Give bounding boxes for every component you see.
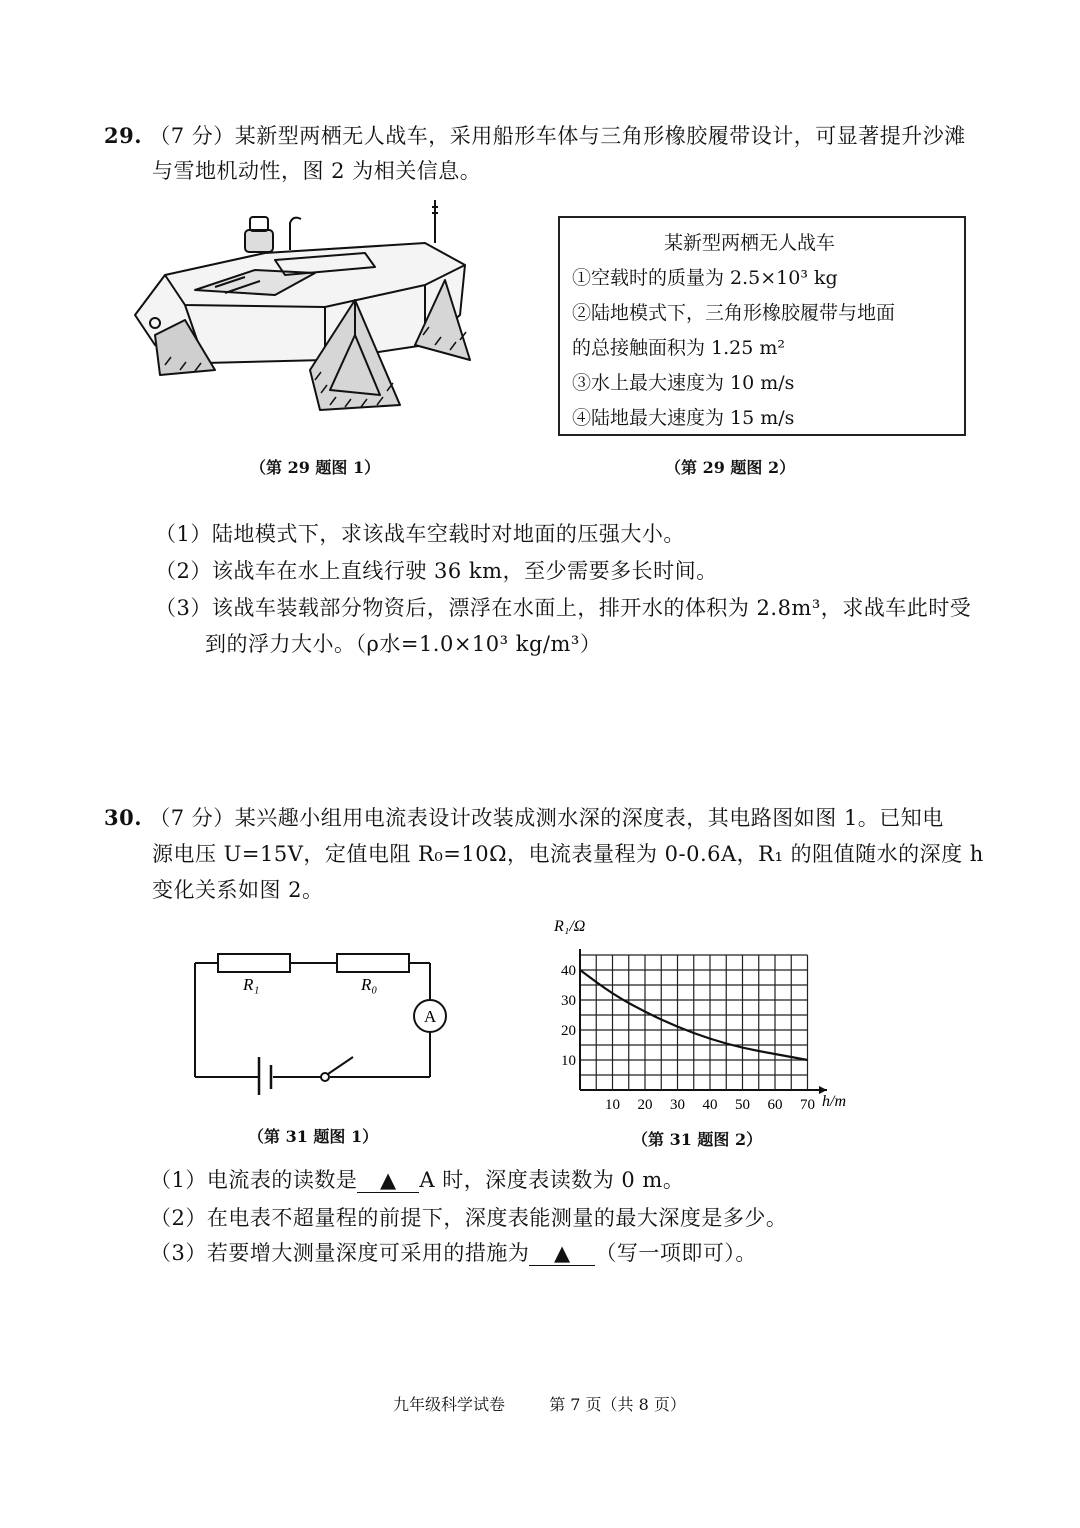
q29-number: 29. — [104, 123, 143, 148]
chart-axes — [580, 949, 827, 1094]
info-box-title: 某新型两栖无人战车 — [664, 232, 836, 254]
switch — [328, 1057, 353, 1074]
resistor-r0 — [337, 954, 409, 972]
q29-sub3-line1: （3）该战车装载部分物资后，漂浮在水面上，排开水的体积为 2.8m³，求战车此时受 — [155, 596, 972, 620]
chart-grid — [580, 955, 808, 1090]
q30-number: 30. — [104, 805, 143, 830]
amphibious-vehicle-illustration — [125, 195, 485, 430]
q30-sub1-post: A 时，深度表读数为 0 m。 — [419, 1168, 685, 1192]
chart-y-axis-label: R₁/Ω — [554, 918, 586, 935]
q30-sub3-post: （写一项即可）。 — [595, 1241, 757, 1265]
q30-fig1-caption: （第 31 题图 1） — [248, 1127, 379, 1146]
info-item: 的总接触面积为 1.25 m² — [572, 337, 786, 359]
answer-blank[interactable]: ▲ — [529, 1241, 595, 1266]
q30-line1 — [104, 802, 944, 832]
q30-sub1-text: （1）电流表的读数是 — [150, 1168, 358, 1192]
info-item: ③水上最大速度为 10 m/s — [572, 372, 795, 394]
q29-line1 — [104, 120, 966, 150]
q30-sub3-text: （3）若要增大测量深度可采用的措施为 — [150, 1241, 530, 1265]
r0-label: R₀ — [361, 975, 378, 994]
info-item: ②陆地模式下，三角形橡胶履带与地面 — [572, 302, 896, 324]
y-tick-label: 10 — [561, 1053, 576, 1069]
resistor-r1 — [218, 954, 290, 972]
q29-sub3-line2: 到的浮力大小。（ρ水=1.0×10³ kg/m³） — [205, 632, 602, 656]
q30-sub3 — [150, 1237, 757, 1267]
q29-info-box — [558, 216, 966, 436]
answer-blank[interactable]: ▲ — [357, 1168, 419, 1193]
q30-sub1 — [150, 1164, 684, 1194]
x-tick-label: 10 — [605, 1097, 620, 1113]
x-tick-label: 50 — [735, 1097, 750, 1113]
q30-stem-3: 变化关系如图 2。 — [152, 878, 324, 902]
q29-stem-1: （7 分）某新型两栖无人战车，采用船形车体与三角形橡胶履带设计，可显著提升沙滩 — [149, 124, 966, 148]
q29-sub1: （1）陆地模式下，求该战车空载时对地面的压强大小。 — [155, 522, 685, 546]
q30-fig2-caption: （第 31 题图 2） — [632, 1130, 763, 1149]
x-tick-label: 40 — [702, 1097, 718, 1113]
info-item: ④陆地最大速度为 15 m/s — [572, 407, 795, 429]
chart-x-axis-label: h/m — [822, 1093, 846, 1110]
x-tick-label: 70 — [800, 1097, 815, 1113]
y-tick-label: 20 — [561, 1023, 576, 1039]
q30-stem-1: （7 分）某兴趣小组用电流表设计改装成测水深的深度表，其电路图如图 1。已知电 — [149, 806, 944, 830]
r1-label: R₁ — [243, 975, 260, 994]
circuit-diagram — [185, 945, 455, 1095]
page-footer — [393, 1392, 686, 1415]
x-tick-label: 20 — [637, 1097, 653, 1113]
q29-fig1-caption: （第 29 题图 1） — [250, 458, 381, 477]
q30-stem-2: 源电压 U=15V，定值电阻 R₀=10Ω，电流表量程为 0-0.6A，R₁ 的阻值随水的深度 h — [152, 842, 984, 866]
footer-subject: 九年级科学试卷 — [393, 1395, 506, 1414]
footer-page-number: 第 7 页（共 8 页） — [549, 1395, 686, 1414]
y-tick-label: 30 — [561, 993, 576, 1009]
q30-sub2: （2）在电表不超量程的前提下，深度表能测量的最大深度是多少。 — [150, 1206, 788, 1230]
ammeter-label: A — [424, 1007, 437, 1026]
r1-depth-chart — [540, 905, 870, 1115]
y-tick-label: 40 — [561, 963, 576, 979]
x-tick-label: 60 — [767, 1097, 783, 1113]
info-item: ①空载时的质量为 2.5×10³ kg — [572, 267, 838, 289]
x-tick-label: 30 — [670, 1097, 685, 1113]
q29-sub2: （2）该战车在水上直线行驶 36 km，至少需要多长时间。 — [155, 559, 718, 583]
q29-fig2-caption: （第 29 题图 2） — [665, 458, 796, 477]
q29-stem-2: 与雪地机动性，图 2 为相关信息。 — [152, 159, 482, 183]
